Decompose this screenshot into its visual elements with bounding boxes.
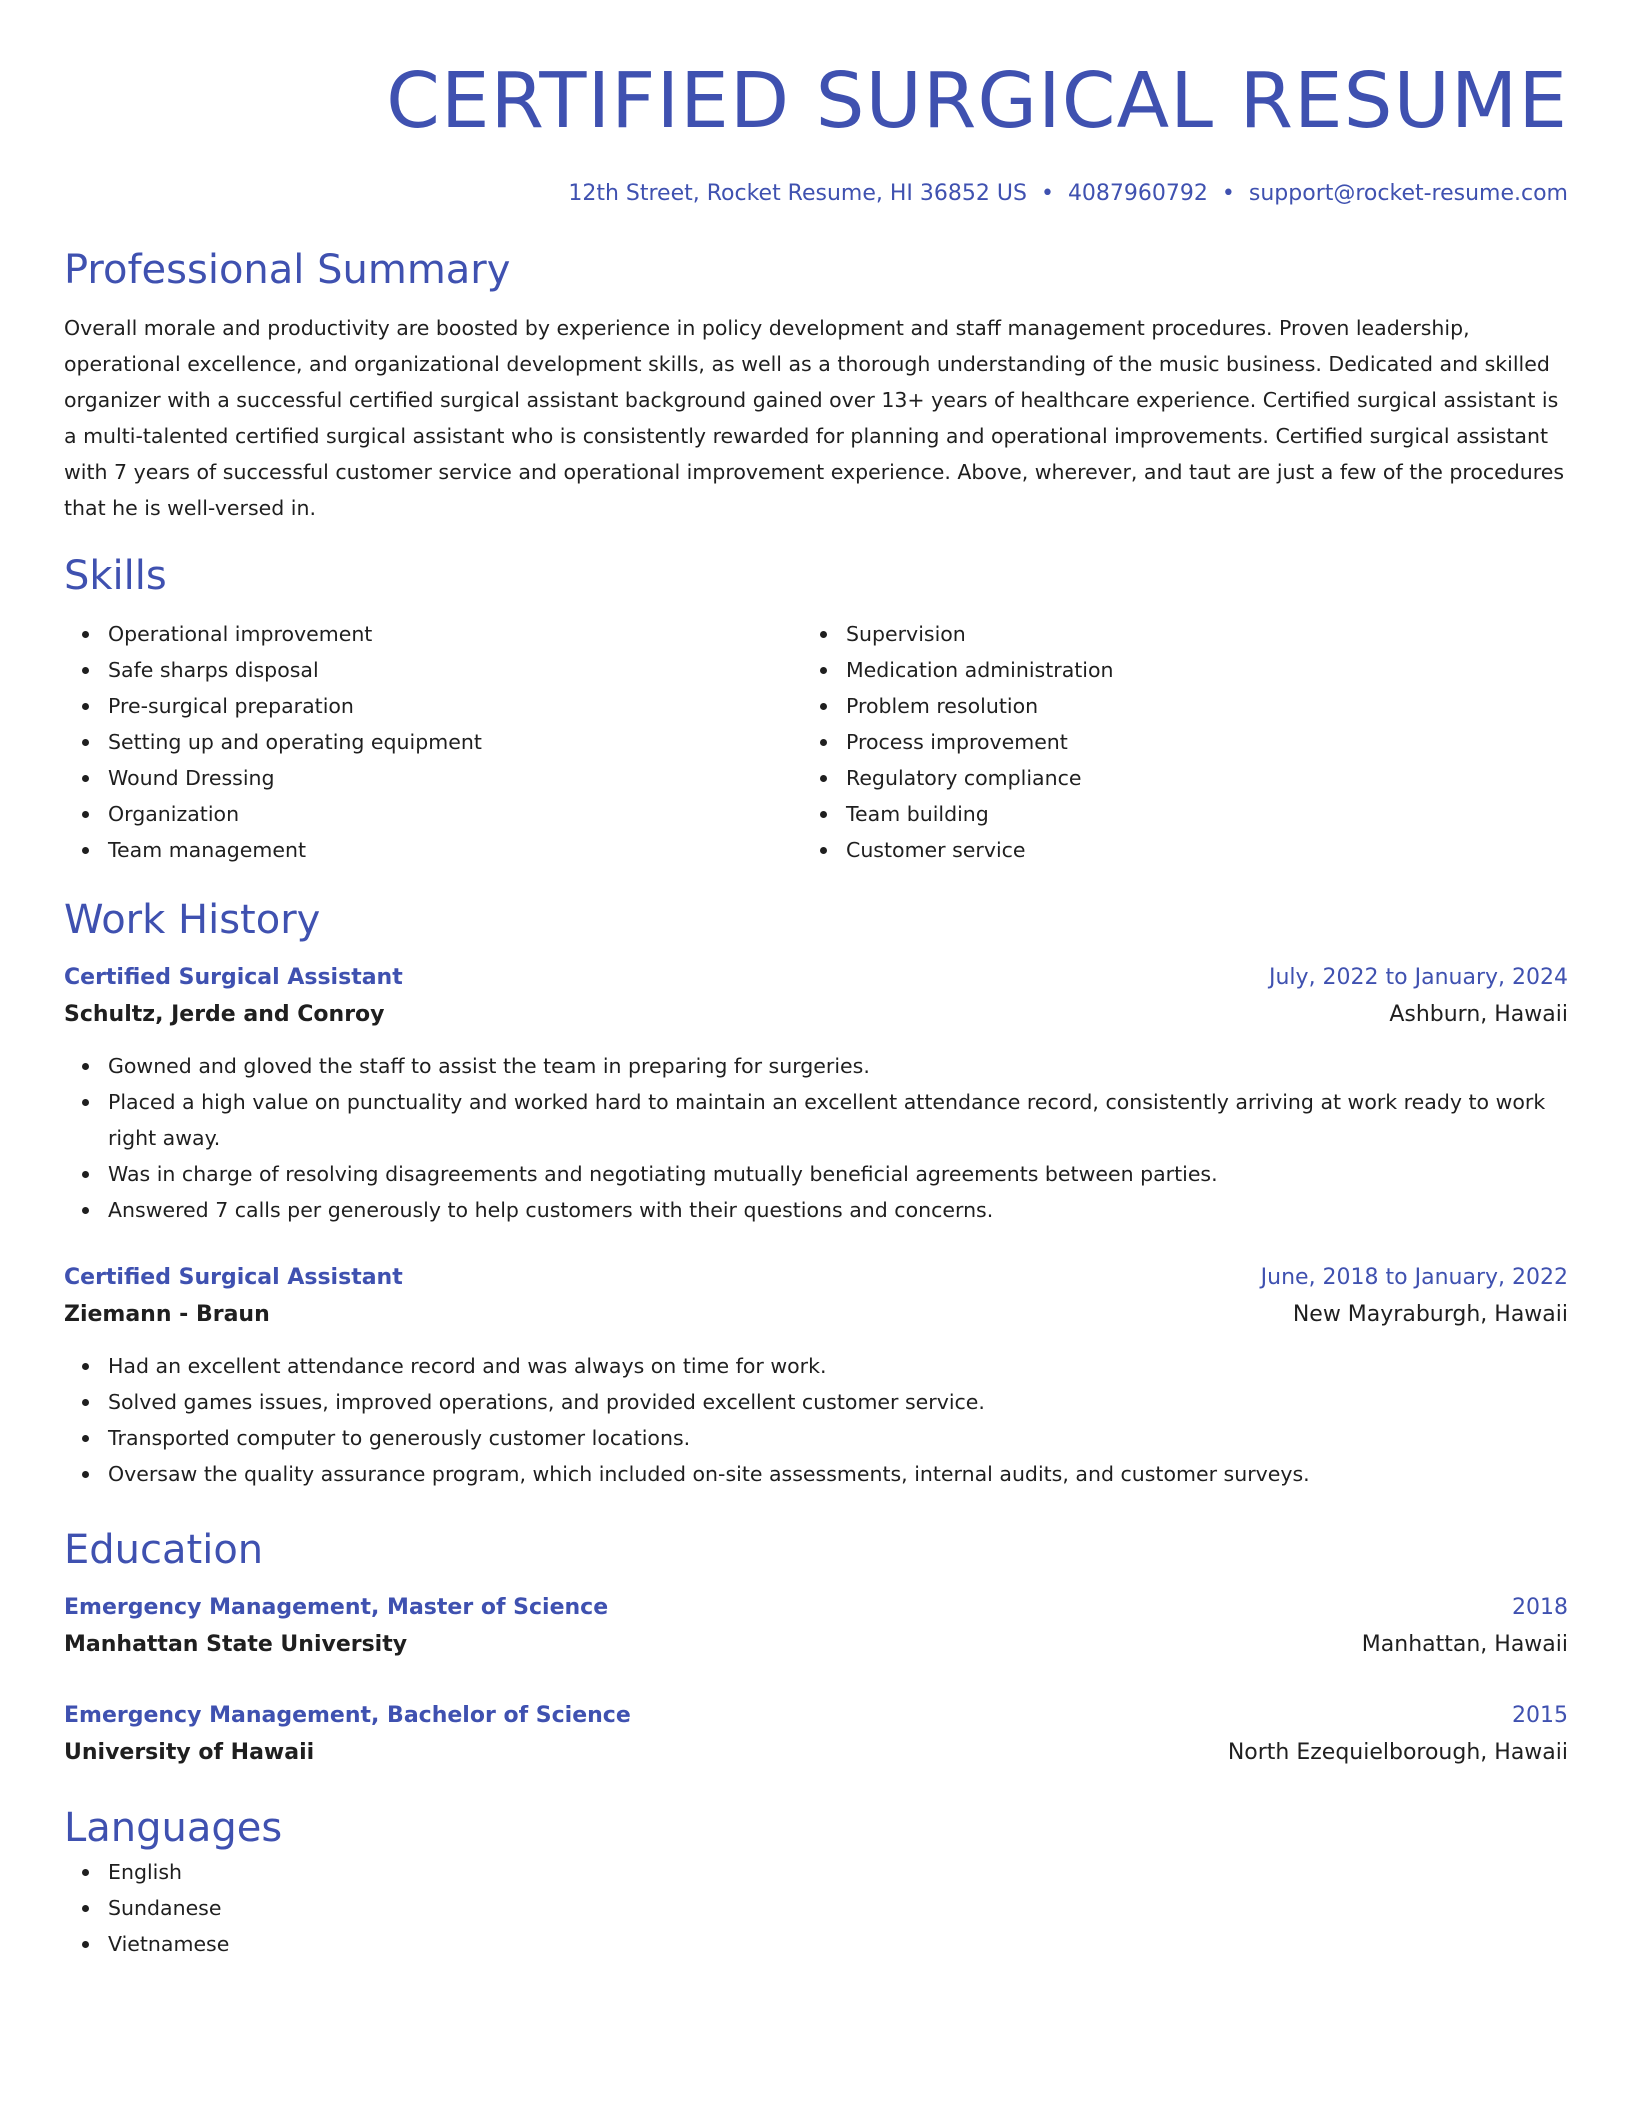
education-school: Manhattan State University <box>64 1632 408 1657</box>
education-degree-row <box>64 1590 1568 1626</box>
job-dates: July, 2022 to January, 2024 <box>1269 965 1568 990</box>
education-degree: Emergency Management, Master of Science <box>64 1595 609 1620</box>
languages-section <box>64 1802 1568 1962</box>
skill-item: Setting up and operating equipment <box>108 724 802 760</box>
section-heading-skills: Skills <box>64 553 167 599</box>
job-location: Ashburn, Hawaii <box>1389 1002 1568 1027</box>
skill-item: Team building <box>846 796 1540 832</box>
skill-item: Operational improvement <box>108 616 802 652</box>
job-title: Certified Surgical Assistant <box>64 1265 403 1290</box>
job-duty: Was in charge of resolving disagreements and negotiating mutually beneficial agreements between parties. <box>108 1156 1568 1192</box>
work-history-section <box>64 894 1568 1492</box>
skill-item: Process improvement <box>846 724 1540 760</box>
job-company: Ziemann - Braun <box>64 1302 270 1327</box>
language-item: Vietnamese <box>108 1926 1568 1962</box>
job-duties-list <box>64 1048 1568 1228</box>
education-degree-row <box>64 1698 1568 1734</box>
summary-text: Overall morale and productivity are boosted by experience in policy development and staff management procedures. Proven leadership, operational excellence, and organizational development skills, as well as a thorough understanding of the music business. Dedicated and skilled organizer with a successful certified surgical assistant background gained over 13+ years of healthcare experience. Certified surgical assistant is a multi-talented certified surgical assistant who is consistently rewarded for planning and operational improvements. Certified surgical assistant with 7 years of successful customer service and operational improvement experience. Above, wherever, and taut are just a few of the procedures that he is well-versed in. <box>64 316 1565 520</box>
resume-header <box>64 52 1568 210</box>
skills-grid <box>64 616 1568 868</box>
job-company: Schultz, Jerde and Conroy <box>64 1002 385 1027</box>
education-section <box>64 1524 1568 1772</box>
languages-list <box>64 1854 1568 1962</box>
education-entry <box>64 1698 1568 1772</box>
job-entry <box>64 960 1568 1228</box>
section-heading-languages: Languages <box>64 1805 283 1851</box>
skills-column-right <box>802 616 1540 868</box>
job-duty: Had an excellent attendance record and was always on time for work. <box>108 1348 1568 1384</box>
resume-title: CERTIFIED SURGICAL RESUME <box>386 57 1568 146</box>
skill-item: Customer service <box>846 832 1540 868</box>
contact-phone: 4087960792 <box>1067 181 1208 206</box>
job-duty: Answered 7 calls per generously to help customers with their questions and concerns. <box>108 1192 1568 1228</box>
education-year: 2015 <box>1512 1703 1568 1728</box>
job-duty: Gowned and gloved the staff to assist the team in preparing for surgeries. <box>108 1048 1568 1084</box>
contact-line <box>64 178 1568 210</box>
section-heading-summary: Professional Summary <box>64 247 511 293</box>
skill-item: Medication administration <box>846 652 1540 688</box>
section-heading-work-history: Work History <box>64 897 321 943</box>
education-location: Manhattan, Hawaii <box>1361 1632 1568 1657</box>
job-title-row <box>64 960 1568 996</box>
skill-item: Problem resolution <box>846 688 1540 724</box>
job-location: New Mayraburgh, Hawaii <box>1292 1302 1568 1327</box>
language-item: English <box>108 1854 1568 1890</box>
skill-item: Regulatory compliance <box>846 760 1540 796</box>
job-title-row <box>64 1260 1568 1296</box>
job-company-row <box>64 1296 1568 1334</box>
job-duty: Oversaw the quality assurance program, which included on-site assessments, internal audits, and customer surveys. <box>108 1456 1568 1492</box>
job-duties-list <box>64 1348 1568 1492</box>
skill-item: Safe sharps disposal <box>108 652 802 688</box>
job-dates: June, 2018 to January, 2022 <box>1260 1265 1568 1290</box>
skill-item: Supervision <box>846 616 1540 652</box>
skills-section <box>64 550 1568 868</box>
skill-item: Organization <box>108 796 802 832</box>
contact-separator: • <box>1040 181 1054 206</box>
skill-item: Wound Dressing <box>108 760 802 796</box>
job-company-row <box>64 996 1568 1034</box>
job-duty: Solved games issues, improved operations, and provided excellent customer service. <box>108 1384 1568 1420</box>
education-entry <box>64 1590 1568 1664</box>
job-entry <box>64 1260 1568 1492</box>
education-location: North Ezequielborough, Hawaii <box>1227 1740 1568 1765</box>
skill-item: Team management <box>108 832 802 868</box>
section-heading-education: Education <box>64 1527 264 1573</box>
language-item: Sundanese <box>108 1890 1568 1926</box>
contact-email[interactable]: support@rocket-resume.com <box>1248 181 1568 206</box>
education-school-row <box>64 1734 1568 1772</box>
contact-separator: • <box>1221 181 1235 206</box>
job-title: Certified Surgical Assistant <box>64 965 403 990</box>
education-school: University of Hawaii <box>64 1740 315 1765</box>
summary-section <box>64 244 1568 526</box>
job-duty: Placed a high value on punctuality and worked hard to maintain an excellent attendance record, consistently arriving at work ready to work right away. <box>108 1084 1568 1156</box>
education-year: 2018 <box>1512 1595 1568 1620</box>
skill-item: Pre-surgical preparation <box>108 688 802 724</box>
education-degree: Emergency Management, Bachelor of Science <box>64 1703 631 1728</box>
education-school-row <box>64 1626 1568 1664</box>
skills-column-left <box>64 616 802 868</box>
contact-address: 12th Street, Rocket Resume, HI 36852 US <box>568 181 1027 206</box>
job-duty: Transported computer to generously customer locations. <box>108 1420 1568 1456</box>
